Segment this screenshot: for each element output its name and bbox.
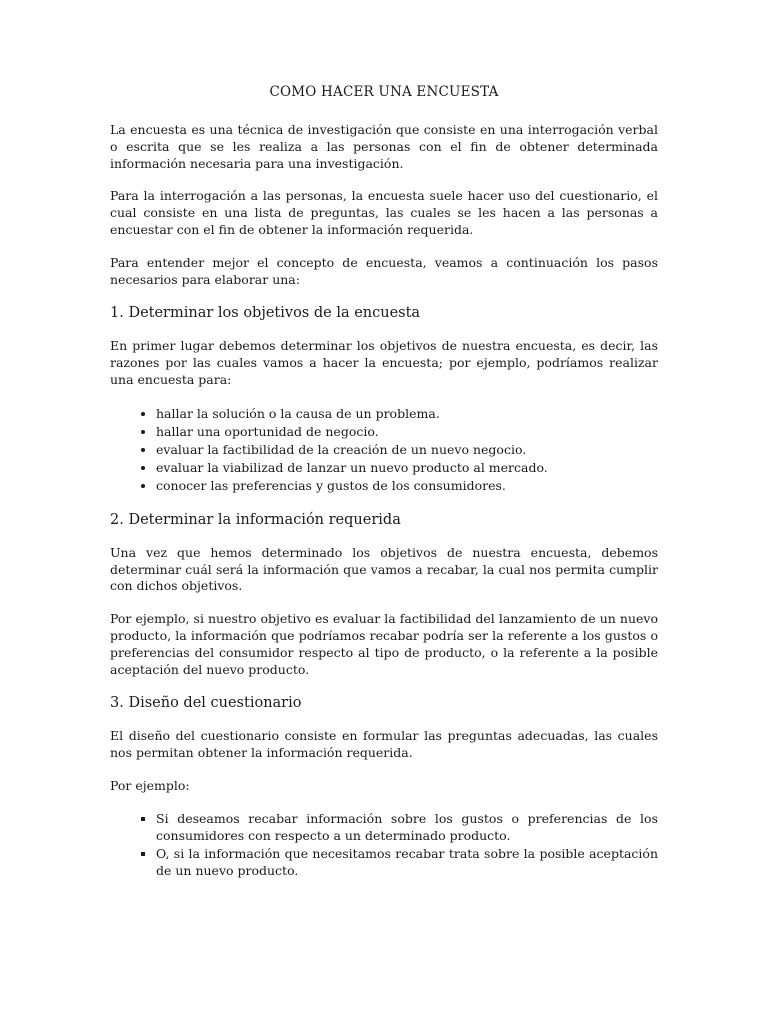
section-3-bullet-list — [110, 811, 658, 880]
document-title: COMO HACER UNA ENCUESTA — [269, 84, 499, 100]
section-3-paragraph-1: El diseño del cuestionario consiste en formular las preguntas adecuadas, las cuales nos permitan obtener la información requerida. — [110, 728, 658, 761]
section-3-heading: 3. Diseño del cuestionario — [110, 695, 302, 712]
list-item: • conocer las preferencias y gustos de los consumidores. — [156, 477, 658, 495]
intro-paragraph-2: Para la interrogación a las personas, la encuesta suele hacer uso del cuestionario, el cual consiste en una lista de preguntas, las cuales se les hacen a las personas a encuestar con el fin de obtener la información requerida. — [110, 188, 658, 237]
list-item: ▪ O, si la información que necesitamos recabar trata sobre la posible aceptación de un nuevo producto. — [156, 846, 658, 880]
list-item: • evaluar la factibilidad de la creación de un nuevo negocio. — [156, 441, 658, 459]
intro-paragraph-3: Para entender mejor el concepto de encuesta, veamos a continuación los pasos necesarios para elaborar una: — [110, 254, 658, 287]
list-item: ▪ Si deseamos recabar información sobre los gustos o preferencias de los consumidores con respecto a un determinado producto. — [156, 811, 658, 845]
section-1-heading: 1. Determinar los objetivos de la encuesta — [110, 305, 421, 322]
section-1-bullet-list — [110, 405, 658, 495]
list-item: • hallar una oportunidad de negocio. — [156, 423, 658, 441]
section-1-paragraph: En primer lugar debemos determinar los objetivos de nuestra encuesta, es decir, las razones por las cuales vamos a hacer la encuesta; por ejemplo, podríamos realizar una encuesta para: — [110, 338, 658, 387]
intro-paragraph-1: La encuesta es una técnica de investigación que consiste en una interrogación verbal o escrita que se les realiza a las personas con el fin de obtener determinada información necesaria para una investigación. — [110, 122, 658, 171]
document-page — [110, 84, 658, 896]
section-2-paragraph-1: Una vez que hemos determinado los objetivos de nuestra encuesta, debemos determinar cuál será la información que vamos a recabar, la cual nos permita cumplir con dichos objetivos. — [110, 544, 658, 594]
section-2-heading: 2. Determinar la información requerida — [110, 511, 401, 528]
list-item: • hallar la solución o la causa de un problema. — [156, 405, 658, 423]
section-3-paragraph-2: Por ejemplo: — [110, 777, 190, 793]
list-item: • evaluar la viabilizad de lanzar un nuevo producto al mercado. — [156, 459, 658, 477]
section-2-paragraph-2: Por ejemplo, si nuestro objetivo es evaluar la factibilidad del lanzamiento de un nuevo producto, la información que podríamos recabar podría ser la referente a los gustos o preferencias del consumidor respecto al tipo de producto, o la referente a la posible aceptación del nuevo producto. — [110, 611, 658, 677]
